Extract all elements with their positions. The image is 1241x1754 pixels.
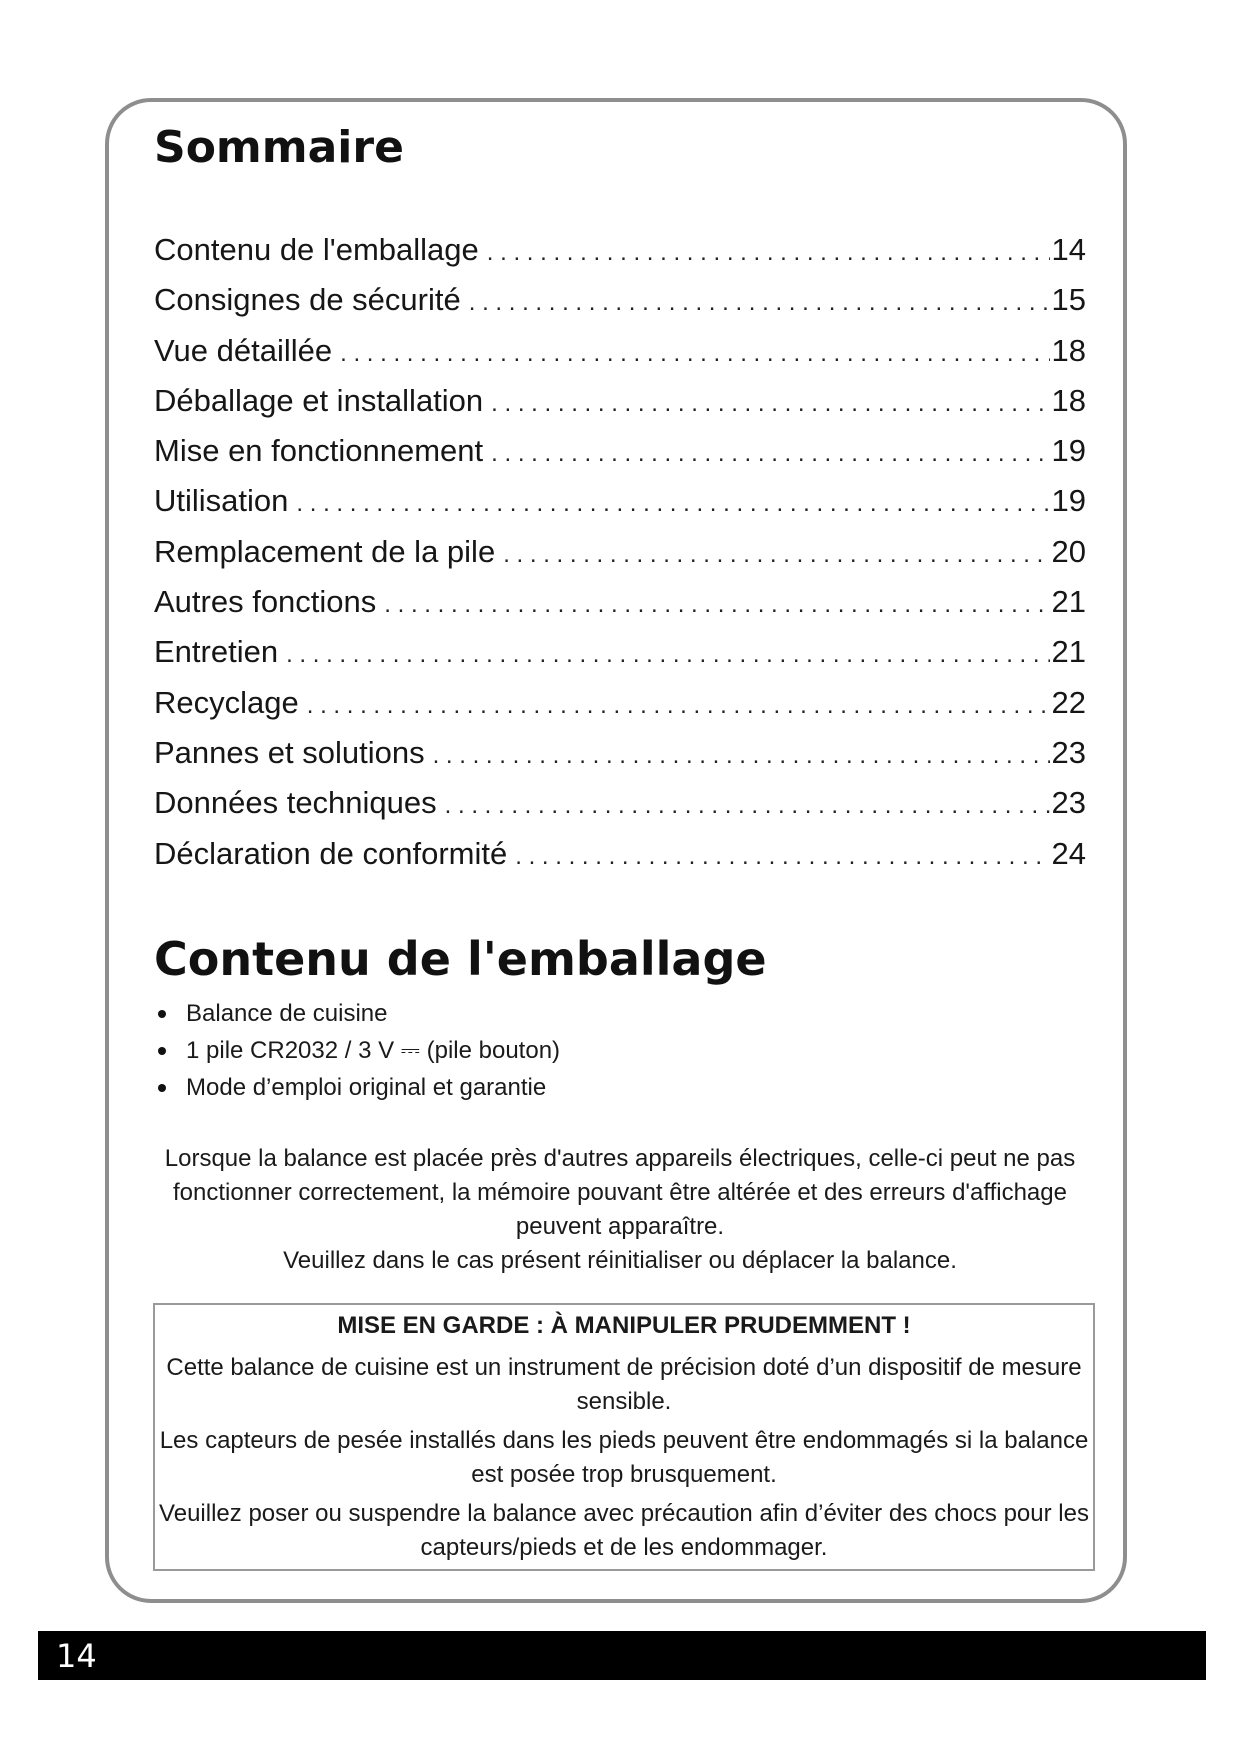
toc-entry-title: Utilisation: [154, 483, 289, 519]
list-item-text: 1 pile CR2032 / 3 V ⎓ (pile bouton): [186, 1036, 561, 1064]
warning-paragraph: Cette balance de cuisine est un instrument de précision doté d’un dispositif de mesure sensible.: [166, 1354, 1082, 1415]
toc-entry: [154, 232, 1086, 282]
toc-entry: [154, 836, 1086, 886]
toc-leader-dots: [433, 742, 1050, 770]
bullet-icon: [158, 1047, 166, 1055]
package-contents-list: [154, 995, 560, 1106]
list-item: [154, 995, 560, 1032]
toc-entry: [154, 433, 1086, 483]
toc-entry-page: 20: [1051, 533, 1086, 569]
notice-paragraph: Lorsque la balance est placée près d'autres appareils électriques, celle-ci peut ne pas fonctionner correctement, la mémoire pouvant être altérée et des erreurs d'affichage peuvent apparaître.: [164, 1145, 1076, 1240]
toc-entry-page: 22: [1051, 684, 1086, 720]
toc-entry-title: Mise en fonctionnement: [154, 433, 484, 469]
toc-entry-page: 15: [1051, 282, 1086, 318]
toc-entry-title: Données techniques: [154, 785, 437, 821]
toc-leader-dots: [384, 591, 1049, 619]
notice-paragraph: Veuillez dans le cas présent réinitialiser ou déplacer la balance.: [283, 1247, 957, 1274]
toc-entry: [154, 483, 1086, 533]
toc-entry-title: Entretien: [154, 634, 279, 670]
toc-leader-dots: [286, 641, 1049, 669]
toc-entry: [154, 383, 1086, 433]
toc-leader-dots: [445, 792, 1050, 820]
toc-entry: [154, 785, 1086, 835]
toc-entry-page: 21: [1051, 584, 1086, 620]
list-item: [154, 1069, 560, 1106]
toc-leader-dots: [491, 390, 1049, 418]
summary-title: Sommaire: [154, 122, 404, 173]
footer-bar: [38, 1631, 1206, 1680]
toc-entry-page: 18: [1051, 382, 1086, 418]
toc-entry-title: Autres fonctions: [154, 584, 377, 620]
package-contents-title: Contenu de l'emballage: [154, 932, 767, 986]
toc-entry: [154, 333, 1086, 383]
list-item-text: Balance de cuisine: [186, 999, 388, 1027]
toc-entry-page: 14: [1051, 232, 1086, 267]
toc-entry-page: 18: [1051, 332, 1086, 368]
toc-entry: [154, 584, 1086, 634]
toc-entry-title: Contenu de l'emballage: [154, 232, 479, 267]
interference-notice: [154, 1142, 1086, 1278]
toc-leader-dots: [469, 289, 1050, 317]
toc-entry-title: Déclaration de conformité: [154, 835, 508, 871]
list-item-text: Mode d’emploi original et garantie: [186, 1073, 547, 1101]
toc-entry: [154, 634, 1086, 684]
toc-leader-dots: [491, 440, 1049, 468]
toc-leader-dots: [307, 692, 1050, 720]
toc-leader-dots: [515, 843, 1049, 871]
page-number: 14: [56, 1637, 97, 1675]
toc-entry-title: Déballage et installation: [154, 382, 484, 418]
toc-entry-title: Pannes et solutions: [154, 734, 425, 770]
toc-entry: [154, 282, 1086, 332]
toc-entry-title: Vue détaillée: [154, 332, 333, 368]
bullet-icon: [158, 1084, 166, 1092]
toc-entry-page: 23: [1051, 785, 1086, 821]
toc-entry: [154, 685, 1086, 735]
toc-entry: [154, 735, 1086, 785]
warning-box: [153, 1303, 1095, 1571]
warning-paragraph: Veuillez poser ou suspendre la balance avec précaution afin d’éviter des chocs pour les capteurs/pieds et de les endommager.: [159, 1500, 1089, 1561]
toc-leader-dots: [296, 490, 1049, 518]
toc-entry-title: Remplacement de la pile: [154, 533, 496, 569]
table-of-contents: [154, 232, 1086, 886]
toc-entry-title: Recyclage: [154, 684, 299, 720]
toc-entry-page: 24: [1051, 835, 1086, 871]
toc-leader-dots: [340, 340, 1049, 368]
toc-leader-dots: [503, 541, 1049, 569]
warning-title: MISE EN GARDE : À MANIPULER PRUDEMMENT !: [337, 1312, 911, 1339]
warning-paragraph: Les capteurs de pesée installés dans les pieds peuvent être endommagés si la balance est posée trop brusquement.: [159, 1427, 1089, 1488]
toc-entry-page: 19: [1051, 433, 1086, 469]
toc-leader-dots: [487, 239, 1050, 267]
toc-entry-page: 19: [1051, 483, 1086, 519]
toc-entry-page: 21: [1051, 634, 1086, 670]
toc-entry: [154, 534, 1086, 584]
toc-entry-page: 23: [1051, 734, 1086, 770]
bullet-icon: [158, 1010, 166, 1018]
list-item: [154, 1032, 560, 1069]
toc-entry-title: Consignes de sécurité: [154, 282, 461, 318]
